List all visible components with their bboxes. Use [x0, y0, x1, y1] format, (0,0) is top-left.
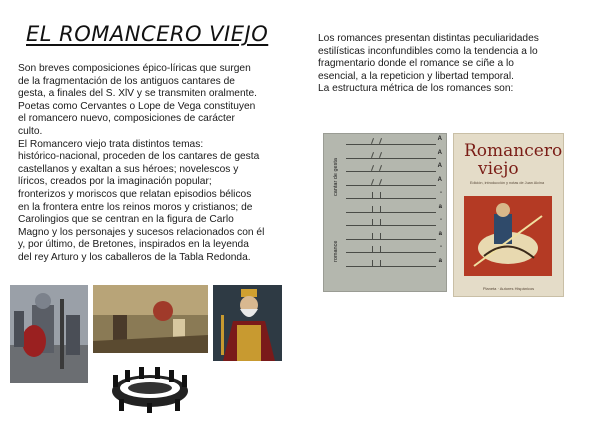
scheme-line: [346, 171, 436, 172]
scheme-rhyme-mark: A: [437, 163, 442, 169]
page-title: EL ROMANCERO VIEJO: [26, 22, 269, 46]
book-title-line2: viejo: [478, 159, 519, 179]
scheme-caesura: [380, 192, 381, 198]
scheme-caesura: [372, 219, 373, 225]
style-paragraph: Los romances presentan distintas peculiaridades estilísticas inconfundibles como la tendencia a lo fragmentario donde el romance se ciñe a lo esencial, a la repeticion y libertad temporal. La estructura métrica de los romances son:: [318, 33, 539, 95]
scheme-caesura: [380, 233, 381, 239]
intro-paragraph: Son breves composiciones épico-líricas que surgen de la fragmentación de los antiguos cantares de gesta, a finales del S. XlV y se transmiten oralmente. Poetas como Cervantes o Lope de Vega constituyen el romancero nuevo, composiciones de carácter culto. El Romancero viejo trata distintos temas: histórico-nacional, proceden de los cantares de gesta castellanos y exaltan a sus héroes; novelescos y líricos, creados por la imaginación popular; fronterizos y moriscos que relatan episodios bélicos en la frontera entre los reinos moros y cristianos; de Carolingios que se centran en la figura de Carlo Magno y los personajes y sucesos relacionados con él y, por último, de Bretones, inspirados en la leyenda del rey Arturo y los caballeros de la Tabla Redonda.: [18, 63, 265, 263]
scheme-rhyme-mark: A: [437, 136, 442, 142]
scheme-rhyme-mark: a: [438, 230, 442, 237]
scheme-caesura: [372, 246, 373, 252]
scheme-label-gesta: cantar de gesta: [333, 158, 339, 196]
scheme-rhyme-mark: a: [438, 257, 442, 264]
scheme-line: [346, 212, 436, 213]
scheme-rhyme-mark: -: [440, 244, 442, 250]
scheme-label-romance: romance: [333, 240, 339, 262]
scheme-caesura: [372, 233, 373, 239]
scheme-line: [346, 252, 436, 253]
charlemagne-portrait-image: [213, 285, 282, 361]
scheme-rhyme-mark: -: [440, 217, 442, 223]
scheme-rhyme-mark: A: [437, 176, 442, 183]
round-table-image: [103, 357, 198, 414]
book-cover-image: [453, 133, 564, 297]
scheme-line: [346, 185, 436, 186]
scheme-caesura: [372, 260, 373, 266]
scheme-caesura: [380, 219, 381, 225]
scheme-line: [346, 198, 436, 199]
metric-scheme-image: [323, 133, 447, 292]
scheme-line: [346, 239, 436, 240]
scheme-rhyme-mark: a: [438, 203, 442, 210]
scheme-line: [346, 158, 436, 159]
knights-image: [10, 285, 88, 383]
scheme-rhyme-mark: A: [437, 149, 442, 156]
book-illustration: [464, 196, 552, 276]
book-title-line1: Romancero: [464, 141, 563, 161]
scheme-caesura: [380, 260, 381, 266]
scheme-caesura: [380, 206, 381, 212]
scheme-caesura: [380, 246, 381, 252]
book-title: [464, 142, 562, 178]
scheme-line: [346, 266, 436, 267]
scheme-caesura: [372, 192, 373, 198]
scheme-rhyme-mark: -: [440, 190, 442, 196]
scheme-line: [346, 225, 436, 226]
scheme-caesura: [372, 206, 373, 212]
book-publisher: Planeta · Autores Hispánicos: [482, 286, 535, 291]
battle-painting-image: [93, 285, 208, 353]
book-subtitle: Edición, introducción y notas de Juan Alcina: [470, 181, 545, 185]
scheme-line: [346, 144, 436, 145]
